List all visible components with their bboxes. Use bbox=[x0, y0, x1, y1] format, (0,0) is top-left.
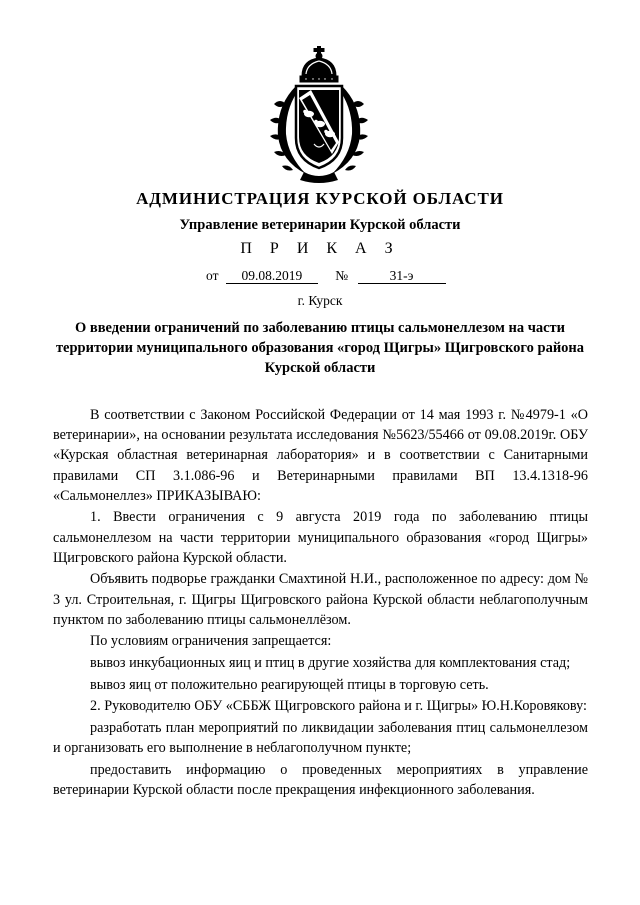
department-name: Управление ветеринарии Курской области bbox=[179, 217, 461, 233]
order-body bbox=[53, 405, 588, 801]
paragraph-task-report: предоставить информацию о проведенных мероприятиях в управление ветеринарии Курской области после прекращения инфекционного заболевания. bbox=[53, 761, 588, 798]
order-subject: О введении ограничений по заболеванию птицы сальмонеллезом на части территории муниципального образования «город Щигры» Щигровского района Курской области bbox=[55, 320, 585, 376]
order-date: 09.08.2019 bbox=[226, 269, 318, 284]
date-prefix: от bbox=[206, 268, 219, 283]
paragraph-prohibition-2: вывоз яиц от положительно реагирующей птицы в торговую сеть. bbox=[90, 676, 489, 693]
number-prefix: № bbox=[335, 268, 349, 283]
order-date-number bbox=[206, 268, 446, 284]
paragraph-declare-outbreak: Объявить подворье гражданки Смахтиной Н.И., расположенное по адресу: дом № 3 ул. Строительная, г. Щигры Щигровского района Курской области неблагополучным пунктом по заболеванию птицы сальмонеллёзом. bbox=[53, 571, 588, 628]
paragraph-prohibitions-intro: По условиям ограничения запрещается: bbox=[90, 633, 332, 650]
paragraph-item-2: 2. Руководителю ОБУ «СББЖ Щигровского района и г. Щигры» Ю.Н.Коровякову: bbox=[90, 698, 587, 715]
paragraph-preamble: В соответствии с Законом Российской Федерации от 14 мая 1993 г. №4979-1 «О ветеринарии», на основании результата исследования №5623/55466 от 09.08.2019г. ОБУ «Курская областная ветеринарная лаборатория» и в соответствии с Санитарными правилами СП 3.1.086-96 и Ветеринарными правилами ВП 13.4.1318-96 «Сальмонеллез» ПРИКАЗЫВАЮ: bbox=[53, 407, 588, 504]
city: г. Курск bbox=[297, 293, 343, 308]
paragraph-prohibition-1: вывоз инкубационных яиц и птиц в другие хозяйства для комплектования стад; bbox=[90, 655, 571, 671]
coat-of-arms-icon bbox=[266, 46, 372, 184]
order-number: 31-э bbox=[358, 269, 446, 284]
paragraph-task-plan: разработать план мероприятий по ликвидации заболевания птиц сальмонеллезом и организовать его выполнение в неблагополучном пункте; bbox=[53, 719, 588, 756]
shield-icon bbox=[296, 86, 342, 168]
crown-icon bbox=[300, 46, 338, 82]
document-type: П Р И К А З bbox=[240, 240, 400, 257]
organization-title: АДМИНИСТРАЦИЯ КУРСКОЙ ОБЛАСТИ bbox=[136, 189, 504, 208]
paragraph-item-1: 1. Ввести ограничения с 9 августа 2019 года по заболеванию птицы сальмонеллезом на части территории муниципального образования «город Щигры» Щигровского района Курской области. bbox=[53, 509, 588, 566]
